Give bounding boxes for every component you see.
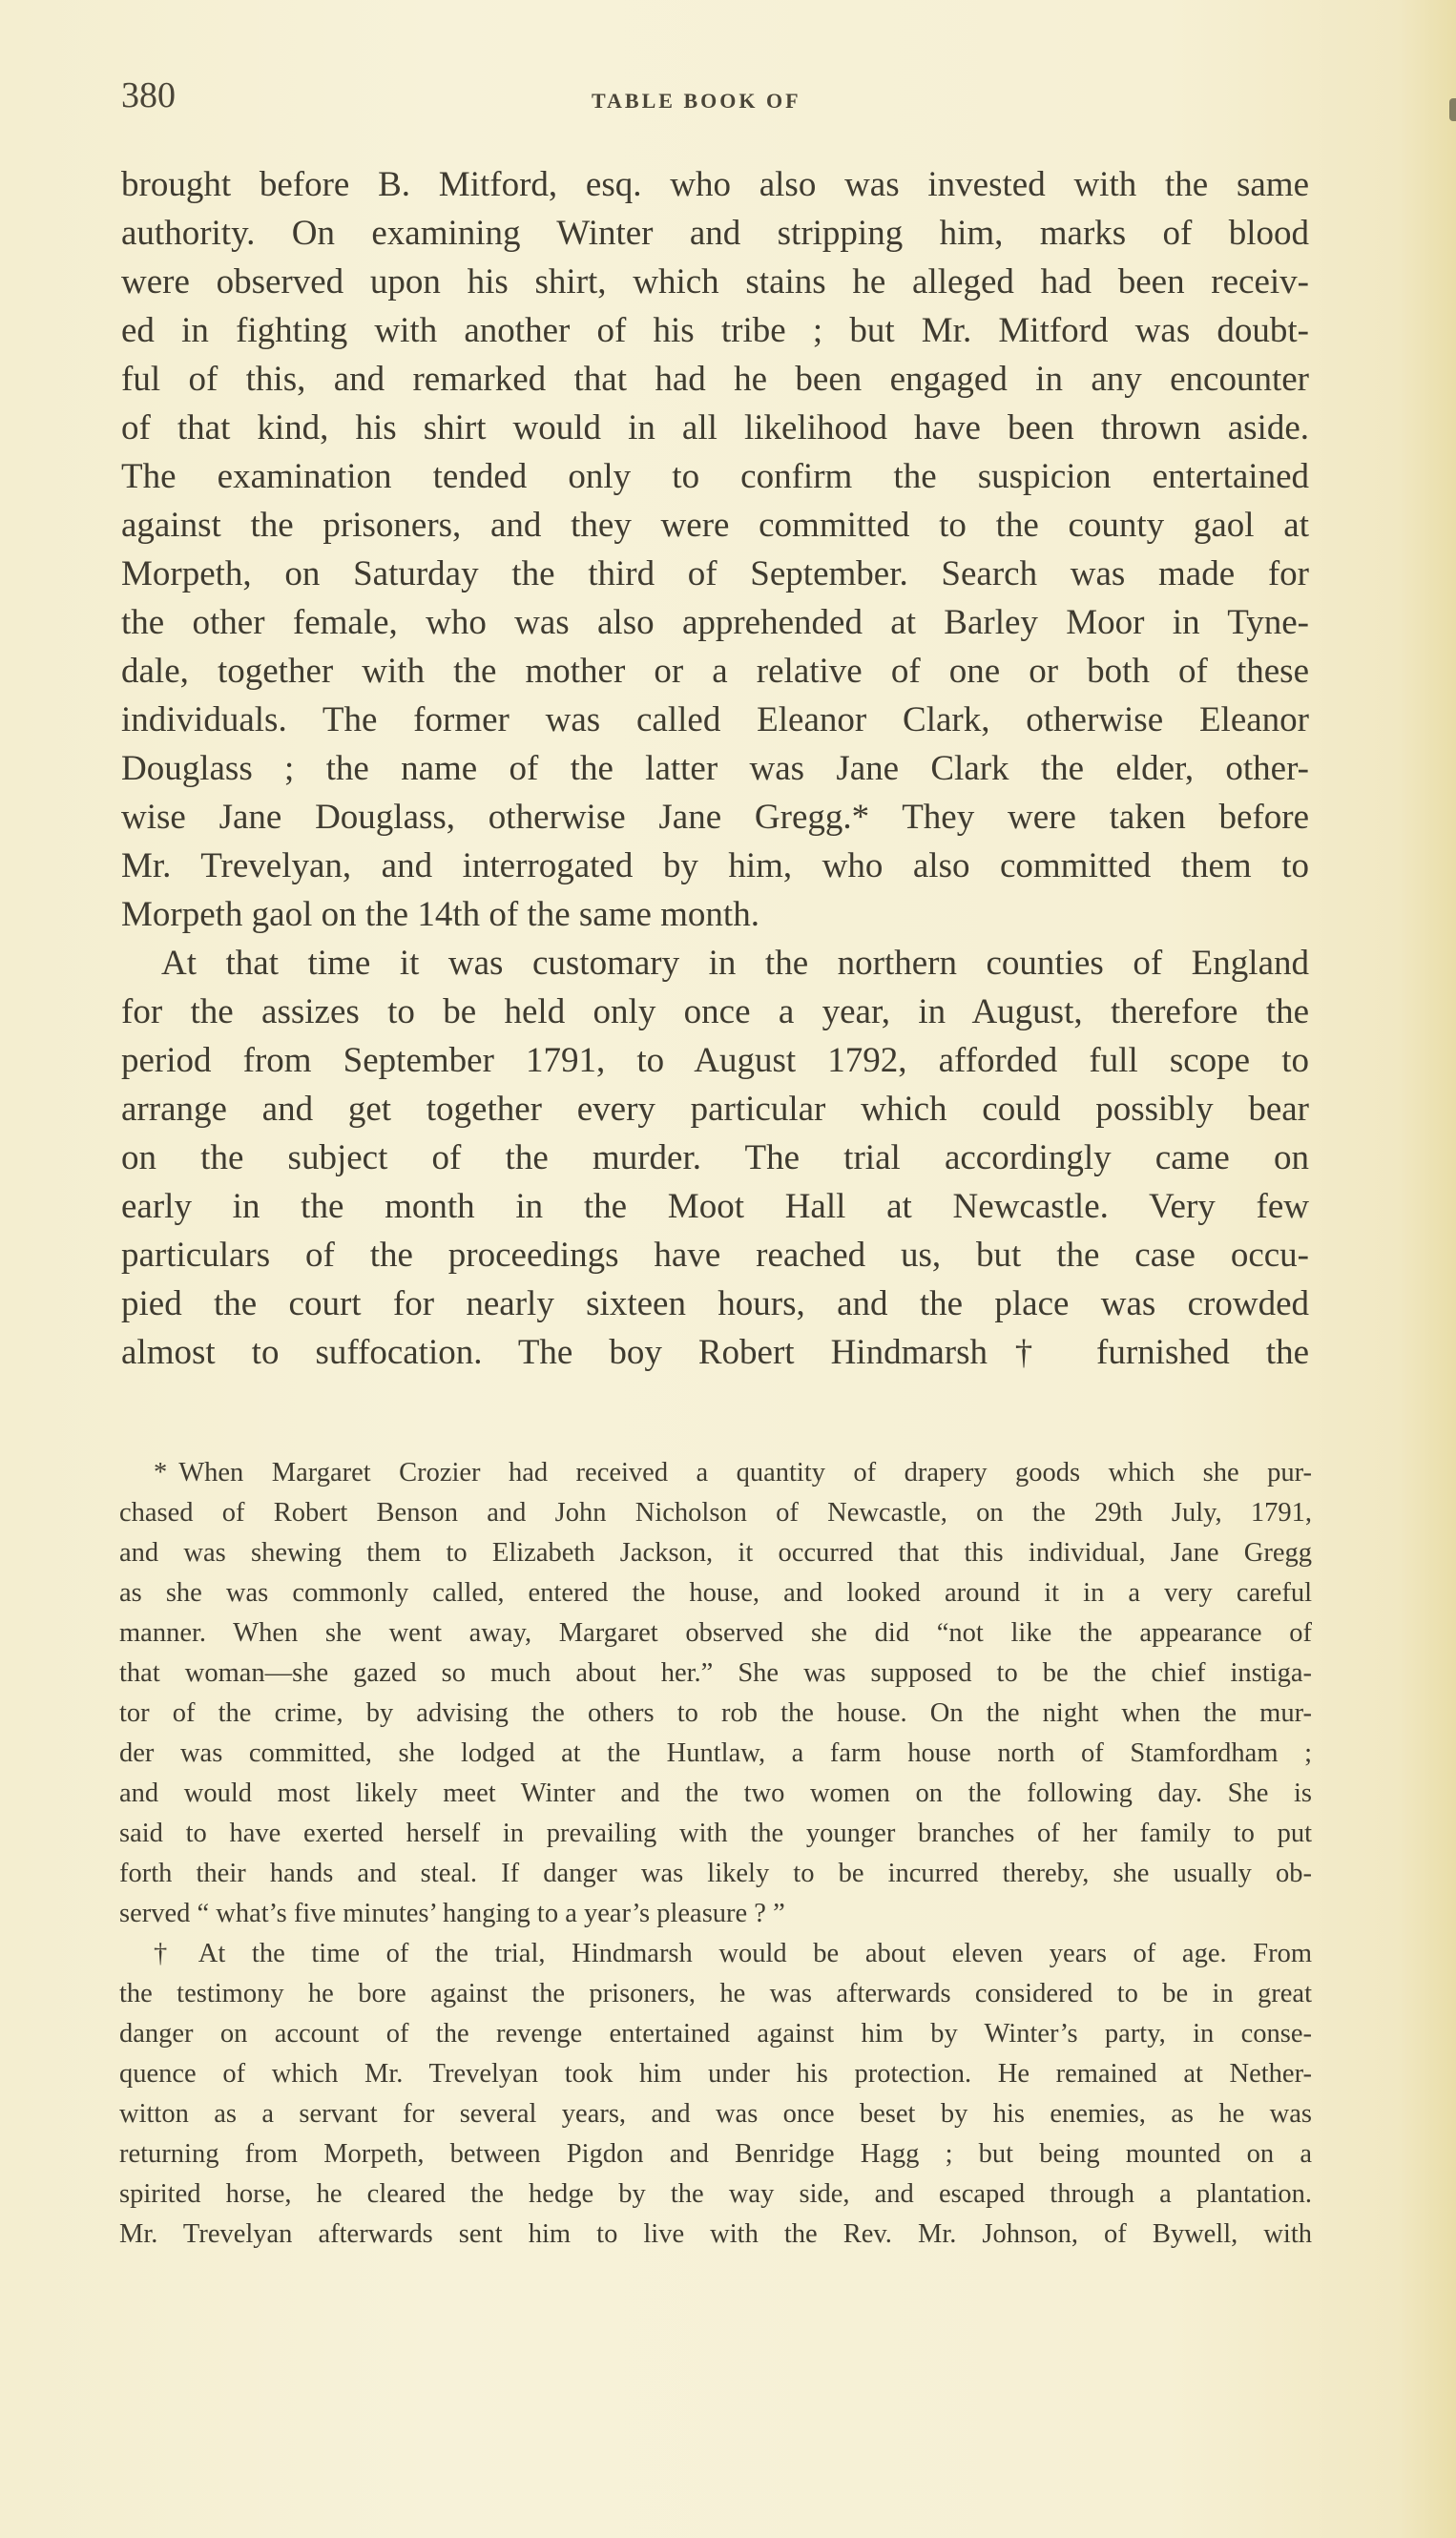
running-title: TABLE BOOK OF: [592, 89, 801, 113]
text-line: wise Jane Douglass, otherwise Jane Gregg.* They were taken before: [121, 798, 1309, 837]
text-line: for the assizes to be held only once a year, in August, therefore the: [121, 992, 1309, 1031]
footnote-line: as she was commonly called, entered the house, and looked around it in a very careful: [119, 1578, 1312, 1608]
text-line: The examination tended only to confirm the suspicion entertained: [121, 457, 1309, 496]
text-line: were observed upon his shirt, which stains he alleged had been receiv-: [121, 262, 1309, 302]
footnote-line: and would most likely meet Winter and the two women on the following day. She is: [119, 1779, 1312, 1808]
footnote-line: that woman—she gazed so much about her.” She was supposed to be the chief instiga-: [119, 1658, 1312, 1688]
text-line: almost to suffocation. The boy Robert Hindmarsh† furnished the: [121, 1333, 1309, 1372]
text-line: on the subject of the murder. The trial accordingly came on: [121, 1138, 1309, 1177]
footnote-dagger: [119, 1934, 1312, 2255]
text-line: the other female, who was also apprehended at Barley Moor in Tyne-: [121, 603, 1309, 642]
footnote-line: der was committed, she lodged at the Huntlaw, a farm house north of Stamfordham ;: [119, 1738, 1312, 1768]
text-line: individuals. The former was called Eleanor Clark, otherwise Eleanor: [121, 700, 1309, 739]
footnote-line: danger on account of the revenge entertained against him by Winter’s party, in conse-: [119, 2019, 1312, 2049]
text-line: particulars of the proceedings have reached us, but the case occu-: [121, 1236, 1309, 1275]
text-line: against the prisoners, and they were committed to the county gaol at: [121, 506, 1309, 545]
running-header: [0, 0, 1456, 124]
text-line: arrange and get together every particular which could possibly bear: [121, 1090, 1309, 1129]
footnote-line: forth their hands and steal. If danger was likely to be incurred thereby, she usually ob-: [119, 1859, 1312, 1888]
paragraph: [121, 939, 1309, 1377]
paragraph: [121, 160, 1309, 939]
text-line: early in the month in the Moot Hall at Newcastle. Very few: [121, 1187, 1309, 1226]
footnote-line: quence of which Mr. Trevelyan took him under his protection. He remained at Nether-: [119, 2059, 1312, 2089]
text-line: dale, together with the mother or a relative of one or both of these: [121, 652, 1309, 691]
text-line: Morpeth, on Saturday the third of September. Search was made for: [121, 554, 1309, 593]
footnote-line: spirited horse, he cleared the hedge by the way side, and escaped through a plantation.: [119, 2179, 1312, 2209]
text-line: Morpeth gaol on the 14th of the same month.: [121, 895, 759, 934]
footnote-line: [119, 1934, 1312, 1974]
text-line: ful of this, and remarked that had he been engaged in any encounter: [121, 360, 1309, 399]
text-line: authority. On examining Winter and stripping him, marks of blood: [121, 214, 1309, 253]
footnote-line: served “ what’s five minutes’ hanging to a year’s pleasure ? ”: [119, 1899, 785, 1928]
text-line: pied the court for nearly sixteen hours, and the place was crowded: [121, 1284, 1309, 1323]
footnote-line: and was shewing them to Elizabeth Jackson, it occurred that this individual, Jane Gregg: [119, 1538, 1312, 1568]
footnote-line: returning from Morpeth, between Pigdon and Benridge Hagg ; but being mounted on a: [119, 2139, 1312, 2169]
footnote-line: [119, 1453, 1312, 1493]
footnotes: [119, 1453, 1312, 2255]
footnote-line: chased of Robert Benson and John Nicholson of Newcastle, on the 29th July, 1791,: [119, 1498, 1312, 1528]
text-line: ed in fighting with another of his tribe ; but Mr. Mitford was doubt-: [121, 311, 1309, 350]
footnote-line: witton as a servant for several years, and was once beset by his enemies, as he was: [119, 2099, 1312, 2129]
text-line: At that time it was customary in the northern counties of England: [161, 944, 1309, 983]
footnote-text: At the time of the trial, Hindmarsh would be about eleven years of age. From: [198, 1939, 1313, 1968]
body-text: [121, 160, 1309, 1377]
text-line: brought before B. Mitford, esq. who also was invested with the same: [121, 165, 1309, 204]
footnote-line: tor of the crime, by advising the others to rob the house. On the night when the mur-: [119, 1698, 1312, 1728]
footnote-mark: *: [154, 1458, 168, 1487]
footnote-mark: †: [154, 1939, 187, 1968]
footnote-text: When Margaret Crozier had received a quantity of drapery goods which she pur-: [178, 1458, 1312, 1487]
text-line: Douglass ; the name of the latter was Jane Clark the elder, other-: [121, 749, 1309, 788]
footnote-line: said to have exerted herself in prevailing with the younger branches of her family to put: [119, 1819, 1312, 1848]
text-line: Mr. Trevelyan, and interrogated by him, who also committed them to: [121, 846, 1309, 885]
page-number: 380: [121, 75, 176, 115]
text-line: period from September 1791, to August 1792, afforded full scope to: [121, 1041, 1309, 1080]
footnote-line: the testimony he bore against the prisoners, he was afterwards considered to be in great: [119, 1979, 1312, 2008]
footnote-asterisk: [119, 1453, 1312, 1934]
text-line: of that kind, his shirt would in all likelihood have been thrown aside.: [121, 408, 1309, 447]
footnote-line: Mr. Trevelyan afterwards sent him to live with the Rev. Mr. Johnson, of Bywell, with: [119, 2219, 1312, 2249]
footnote-line: manner. When she went away, Margaret observed she did “not like the appearance of: [119, 1618, 1312, 1648]
